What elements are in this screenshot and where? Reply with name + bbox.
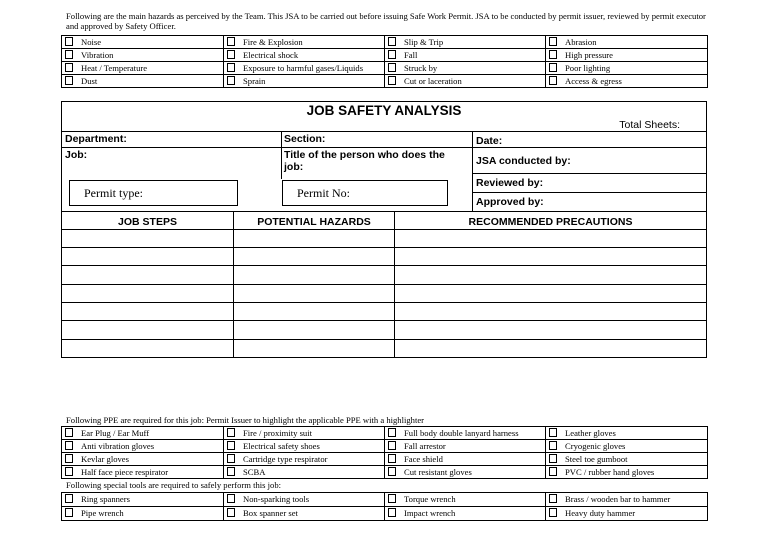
- hazard-cell: [224, 36, 385, 49]
- ppe-row: [62, 440, 708, 453]
- checkbox[interactable]: [549, 508, 557, 517]
- tool-cell: [546, 493, 708, 507]
- ppe-intro-text: Following PPE are required for this job: Permit Issuer to highlight the applicable PPE with a highlighter: [66, 415, 425, 425]
- divider: [62, 211, 706, 212]
- checkbox[interactable]: [65, 441, 73, 450]
- hazard-label: Vibration: [81, 50, 114, 60]
- ppe-cell: [224, 453, 385, 466]
- tool-label: Torque wrench: [404, 494, 456, 504]
- ppe-label: SCBA: [243, 467, 266, 477]
- tool-row: [62, 493, 708, 507]
- checkbox[interactable]: [65, 63, 73, 72]
- ppe-label: Fire / proximity suit: [243, 428, 312, 438]
- tools-intro-text: Following special tools are required to safely perform this job:: [66, 480, 282, 490]
- ppe-cell: [385, 427, 546, 440]
- ppe-label: Full body double lanyard harness: [404, 428, 519, 438]
- step-row-line: [62, 229, 706, 230]
- title-person-label: Title of the person who does the job:: [284, 149, 445, 173]
- step-row-line: [62, 339, 706, 340]
- ppe-cell: [546, 466, 708, 479]
- permit-type-field[interactable]: [69, 180, 238, 206]
- total-sheets-label: Total Sheets:: [619, 119, 680, 131]
- hazard-label: Electrical shock: [243, 50, 299, 60]
- hazards-table: [61, 35, 708, 88]
- ppe-label: Electrical safety shoes: [243, 441, 320, 451]
- hazard-cell: [224, 49, 385, 62]
- checkbox[interactable]: [549, 467, 557, 476]
- checkbox[interactable]: [388, 76, 396, 85]
- tool-label: Ring spanners: [81, 494, 130, 504]
- hazard-cell: [546, 49, 708, 62]
- checkbox[interactable]: [65, 454, 73, 463]
- ppe-label: PVC / rubber hand gloves: [565, 467, 655, 477]
- hazard-row: [62, 36, 708, 49]
- col-header-job-steps: JOB STEPS: [118, 216, 177, 228]
- ppe-label: Cartridge type respirator: [243, 454, 328, 464]
- checkbox[interactable]: [227, 494, 235, 503]
- ppe-label: Cut resistant gloves: [404, 467, 472, 477]
- divider: [62, 131, 706, 132]
- checkbox[interactable]: [388, 37, 396, 46]
- hazard-label: Cut or laceration: [404, 76, 462, 86]
- step-row-line: [62, 247, 706, 248]
- checkbox[interactable]: [65, 37, 73, 46]
- hazard-cell: [385, 49, 546, 62]
- hazard-cell: [62, 75, 224, 88]
- hazard-cell: [62, 49, 224, 62]
- tool-cell: [62, 493, 224, 507]
- tool-cell: [385, 507, 546, 521]
- checkbox[interactable]: [227, 454, 235, 463]
- jsa-title: JOB SAFETY ANALYSIS: [306, 103, 462, 118]
- hazard-cell: [546, 36, 708, 49]
- checkbox[interactable]: [388, 494, 396, 503]
- checkbox[interactable]: [65, 467, 73, 476]
- ppe-cell: [62, 466, 224, 479]
- job-label: Job:: [65, 149, 88, 161]
- checkbox[interactable]: [65, 50, 73, 59]
- hazard-label: Poor lighting: [565, 63, 611, 73]
- checkbox[interactable]: [549, 441, 557, 450]
- checkbox[interactable]: [388, 467, 396, 476]
- section-label: Section:: [284, 133, 326, 145]
- intro-text: Following are the main hazards as perceived by the Team. This JSA to be carried out before issuing Safe Work Permit. JSA to be conducted by permit issuer, reviewed by permit executor and approved by Safety Officer.: [66, 11, 706, 31]
- hazard-label: Noise: [81, 37, 102, 47]
- hazard-label: Slip & Trip: [404, 37, 444, 47]
- ppe-cell: [385, 466, 546, 479]
- checkbox[interactable]: [388, 50, 396, 59]
- permit-type-label: Permit type:: [84, 186, 143, 200]
- ppe-label: Leather gloves: [565, 428, 616, 438]
- hazard-label: Fire & Explosion: [243, 37, 303, 47]
- ppe-cell: [546, 427, 708, 440]
- step-row-line: [62, 265, 706, 266]
- ppe-table: [61, 426, 708, 479]
- col-header-recommended-precautions: RECOMMENDED PRECAUTIONS: [468, 216, 633, 228]
- approved-by-label: Approved by:: [476, 196, 544, 208]
- ppe-label: Half face piece respirator: [81, 467, 169, 477]
- tool-label: Pipe wrench: [81, 508, 124, 518]
- hazard-cell: [224, 75, 385, 88]
- checkbox[interactable]: [65, 494, 73, 503]
- tool-label: Non-sparking tools: [243, 494, 310, 504]
- ppe-cell: [224, 440, 385, 453]
- hazard-label: Sprain: [243, 76, 266, 86]
- tools-table: [61, 492, 708, 521]
- checkbox[interactable]: [65, 508, 73, 517]
- permit-no-label: Permit No:: [297, 186, 350, 200]
- tool-label: Heavy duty hammer: [565, 508, 636, 518]
- department-label: Department:: [65, 133, 127, 145]
- hazard-cell: [546, 75, 708, 88]
- ppe-label: Fall arrestor: [404, 441, 446, 451]
- tool-label: Box spanner set: [243, 508, 298, 518]
- checkbox[interactable]: [549, 428, 557, 437]
- divider: [472, 192, 706, 193]
- hazard-cell: [385, 75, 546, 88]
- divider: [281, 131, 282, 179]
- hazard-cell: [385, 62, 546, 75]
- hazard-row: [62, 49, 708, 62]
- tool-row: [62, 507, 708, 521]
- checkbox[interactable]: [549, 50, 557, 59]
- tool-cell: [62, 507, 224, 521]
- checkbox[interactable]: [227, 37, 235, 46]
- checkbox[interactable]: [388, 63, 396, 72]
- checkbox[interactable]: [65, 428, 73, 437]
- checkbox[interactable]: [65, 76, 73, 85]
- ppe-label: Cryogenic gloves: [565, 441, 626, 451]
- ppe-row: [62, 466, 708, 479]
- reviewed-by-label: Reviewed by:: [476, 177, 544, 189]
- hazard-cell: [224, 62, 385, 75]
- divider: [472, 173, 706, 174]
- checkbox[interactable]: [388, 428, 396, 437]
- ppe-cell: [385, 440, 546, 453]
- step-row-line: [62, 284, 706, 285]
- tool-cell: [385, 493, 546, 507]
- tool-cell: [224, 507, 385, 521]
- hazard-label: Abrasion: [565, 37, 597, 47]
- ppe-label: Anti vibration gloves: [81, 441, 155, 451]
- ppe-cell: [224, 427, 385, 440]
- hazard-row: [62, 75, 708, 88]
- checkbox[interactable]: [549, 63, 557, 72]
- step-row-line: [62, 302, 706, 303]
- checkbox[interactable]: [388, 508, 396, 517]
- checkbox[interactable]: [388, 454, 396, 463]
- checkbox[interactable]: [227, 50, 235, 59]
- jsa-form: [61, 101, 707, 358]
- ppe-label: Kevlar gloves: [81, 454, 129, 464]
- ppe-cell: [546, 440, 708, 453]
- checkbox[interactable]: [549, 76, 557, 85]
- ppe-cell: [62, 427, 224, 440]
- checkbox[interactable]: [549, 494, 557, 503]
- ppe-label: Face shield: [404, 454, 443, 464]
- ppe-cell: [546, 453, 708, 466]
- hazard-cell: [62, 62, 224, 75]
- checkbox[interactable]: [227, 63, 235, 72]
- divider: [472, 131, 473, 211]
- ppe-label: Steel toe gumboot: [565, 454, 628, 464]
- jsa-conducted-by-label: JSA conducted by:: [476, 155, 571, 167]
- hazard-cell: [62, 36, 224, 49]
- ppe-cell: [224, 466, 385, 479]
- ppe-label: Ear Plug / Ear Muff: [81, 428, 150, 438]
- checkbox[interactable]: [388, 441, 396, 450]
- ppe-cell: [62, 440, 224, 453]
- checkbox[interactable]: [227, 467, 235, 476]
- tool-label: Impact wrench: [404, 508, 456, 518]
- checkbox[interactable]: [549, 454, 557, 463]
- checkbox[interactable]: [227, 441, 235, 450]
- tool-cell: [224, 493, 385, 507]
- hazard-label: Dust: [81, 76, 98, 86]
- ppe-row: [62, 427, 708, 440]
- ppe-cell: [62, 453, 224, 466]
- hazard-label: Access & egress: [565, 76, 622, 86]
- hazard-row: [62, 62, 708, 75]
- hazard-label: High pressure: [565, 50, 613, 60]
- permit-no-field[interactable]: [282, 180, 448, 206]
- hazard-cell: [546, 62, 708, 75]
- ppe-cell: [385, 453, 546, 466]
- hazard-label: Struck by: [404, 63, 438, 73]
- tool-label: Brass / wooden bar to hammer: [565, 494, 671, 504]
- checkbox[interactable]: [227, 76, 235, 85]
- divider: [62, 147, 706, 148]
- hazard-label: Exposure to harmful gases/Liquids: [243, 63, 364, 73]
- tool-cell: [546, 507, 708, 521]
- col-header-potential-hazards: POTENTIAL HAZARDS: [257, 216, 371, 228]
- hazard-label: Fall: [404, 50, 418, 60]
- hazard-label: Heat / Temperature: [81, 63, 148, 73]
- date-label: Date:: [476, 135, 503, 147]
- hazard-cell: [385, 36, 546, 49]
- checkbox[interactable]: [549, 37, 557, 46]
- checkbox[interactable]: [227, 428, 235, 437]
- checkbox[interactable]: [227, 508, 235, 517]
- step-row-line: [62, 320, 706, 321]
- ppe-row: [62, 453, 708, 466]
